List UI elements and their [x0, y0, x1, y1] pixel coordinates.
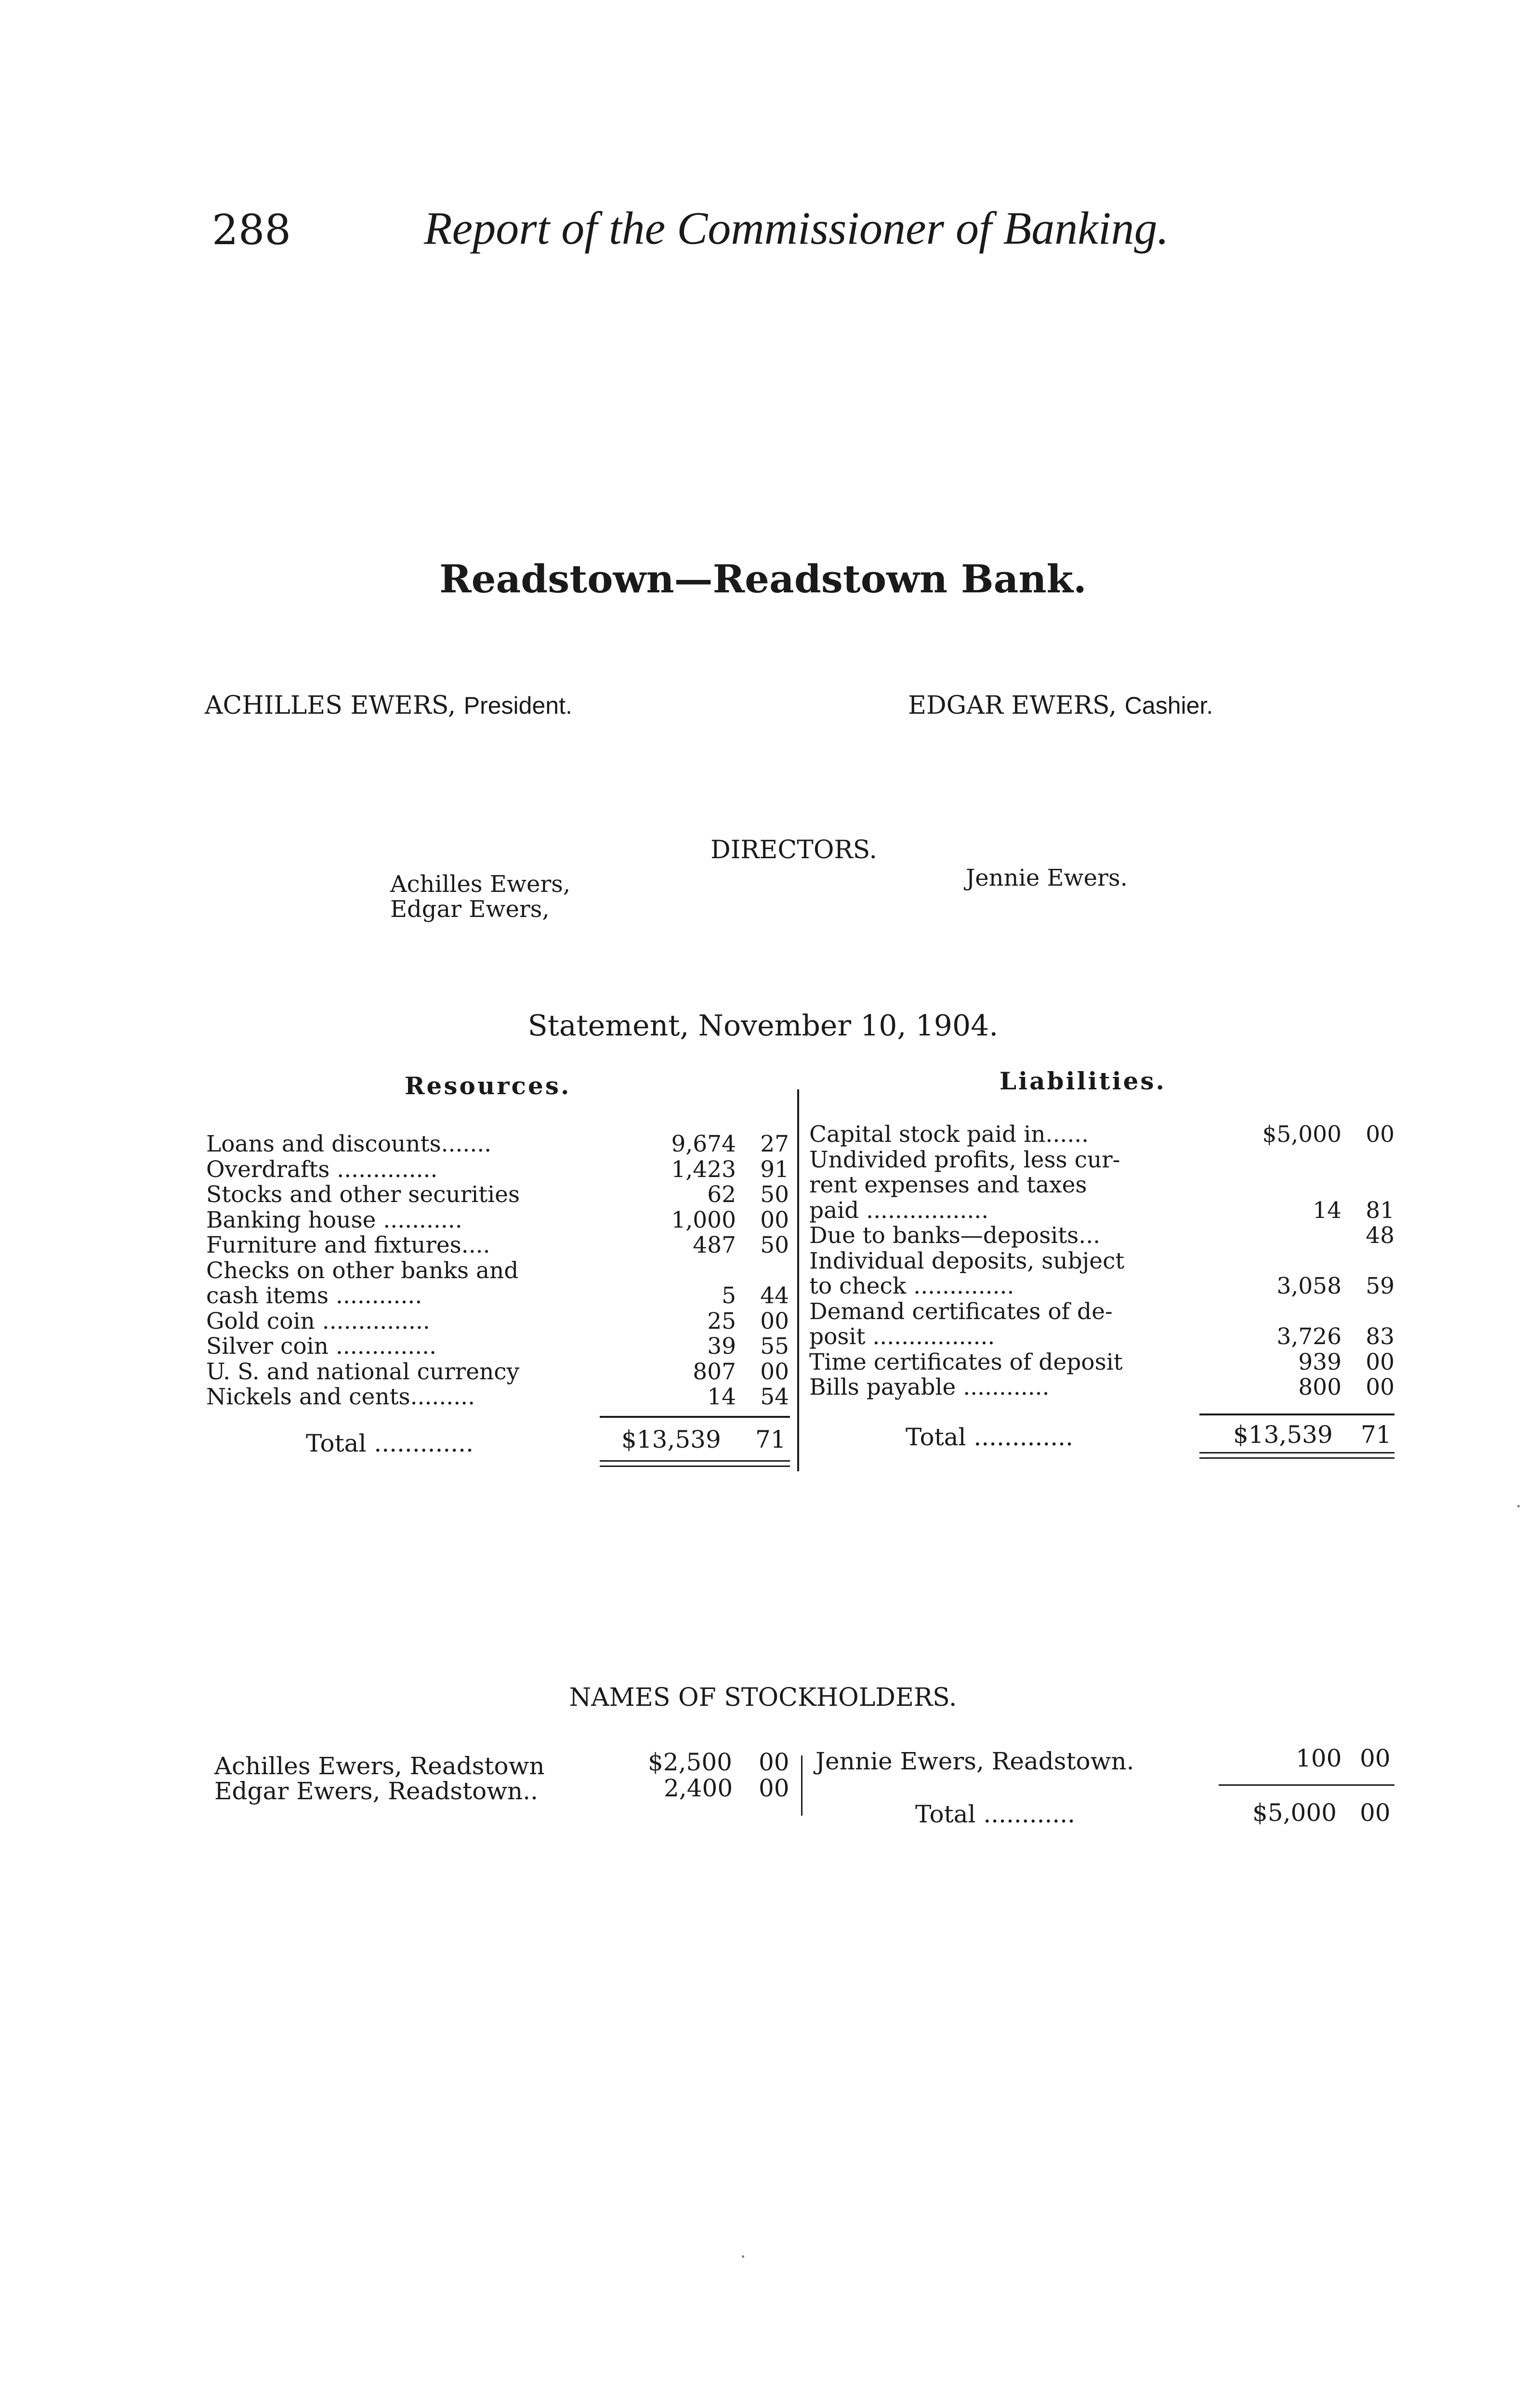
- row-label: Banking house ...........: [206, 1206, 462, 1233]
- resource-row: [206, 1258, 789, 1283]
- row-label: Individual deposits, subject: [809, 1247, 1125, 1274]
- liability-row: [809, 1350, 1394, 1375]
- resources-total-label: Total .............: [306, 1429, 474, 1457]
- row-cents: 44: [760, 1283, 789, 1309]
- row-cents: 48: [1366, 1222, 1394, 1249]
- row-cents: 00: [1366, 1121, 1394, 1148]
- liabilities-total-label: Total .............: [906, 1423, 1073, 1451]
- row-cents: 83: [1366, 1323, 1394, 1350]
- president-role: President.: [463, 692, 572, 719]
- row-dollars: 1,000: [671, 1206, 736, 1233]
- row-label: Stocks and other securities: [206, 1181, 520, 1208]
- page-number: 288: [212, 206, 291, 254]
- stockholder-name: Achilles Ewers, Readstown: [214, 1752, 545, 1780]
- stockholder-dollars: 100: [1296, 1744, 1342, 1772]
- statement-date: Statement, November 10, 1904.: [527, 1009, 999, 1043]
- stockholders-total-label: Total ............: [915, 1800, 1076, 1828]
- stockholder-cents: 00: [759, 1774, 789, 1802]
- resource-row: [206, 1157, 789, 1182]
- row-label: to check ..............: [809, 1273, 1014, 1299]
- row-cents: 27: [760, 1131, 789, 1157]
- liabilities-total-cents: 71: [1361, 1421, 1392, 1449]
- resource-row: [206, 1233, 789, 1258]
- resource-row: [206, 1283, 789, 1309]
- row-dollars: 1,423: [671, 1156, 736, 1183]
- cashier-name: EDGAR EWERS,: [908, 691, 1117, 720]
- row-cents: 81: [1366, 1197, 1394, 1224]
- stockholders-divider: [801, 1755, 802, 1816]
- row-cents: 00: [1366, 1374, 1394, 1400]
- liability-row: [809, 1249, 1394, 1274]
- liability-row: [809, 1198, 1394, 1223]
- resource-row: [206, 1334, 789, 1359]
- director-name: Achilles Ewers,: [390, 871, 571, 898]
- stockholders-total-dollars: $5,000: [1252, 1799, 1337, 1827]
- running-title: Report of the Commissioner of Banking.: [424, 202, 1169, 254]
- column-divider: [797, 1089, 799, 1471]
- stockholder-cents: 00: [1360, 1744, 1391, 1772]
- liabilities-total-rule: [1199, 1413, 1394, 1415]
- director-name: Jennie Ewers.: [966, 864, 1128, 891]
- row-label: U. S. and national currency: [206, 1358, 520, 1385]
- row-cents: 54: [760, 1384, 789, 1410]
- resources-total-double-rule: [600, 1460, 790, 1467]
- row-dollars: 487: [693, 1232, 736, 1258]
- cashier-role: Cashier.: [1124, 692, 1213, 719]
- row-label: Silver coin ..............: [206, 1333, 437, 1360]
- row-cents: 50: [760, 1181, 789, 1208]
- officer-president: [205, 691, 572, 720]
- president-name: ACHILLES EWERS,: [205, 691, 456, 720]
- liability-row: [809, 1148, 1394, 1173]
- liabilities-total-dollars: $13,539: [1233, 1421, 1333, 1449]
- row-label: rent expenses and taxes: [809, 1172, 1087, 1198]
- row-dollars: 39: [707, 1333, 736, 1360]
- directors-heading: DIRECTORS.: [710, 836, 877, 864]
- resources-total-rule: [600, 1416, 790, 1418]
- row-label: Demand certificates of de-: [809, 1298, 1113, 1325]
- stockholder-cents: 00: [759, 1748, 789, 1776]
- officer-cashier: [908, 691, 1213, 720]
- liability-row: [809, 1375, 1394, 1400]
- resources-heading: Resources.: [405, 1072, 571, 1100]
- resource-row: [206, 1132, 789, 1157]
- row-cents: 00: [1366, 1348, 1394, 1375]
- row-label: Capital stock paid in......: [809, 1121, 1089, 1148]
- row-label: Undivided profits, less cur-: [809, 1146, 1120, 1173]
- resource-row: [206, 1182, 789, 1207]
- liabilities-heading: Liabilities.: [1000, 1067, 1166, 1095]
- stockholder-name: Edgar Ewers, Readstown..: [214, 1777, 539, 1805]
- liability-row: [809, 1223, 1394, 1248]
- resource-row: [206, 1360, 789, 1385]
- resource-row: [206, 1208, 789, 1233]
- row-label: Checks on other banks and: [206, 1257, 519, 1284]
- row-label: Gold coin ...............: [206, 1308, 430, 1335]
- resources-total-dollars: $13,539: [621, 1426, 721, 1453]
- liability-row: [809, 1299, 1394, 1324]
- row-dollars: $5,000: [1262, 1121, 1342, 1148]
- row-label: Nickels and cents.........: [206, 1384, 475, 1410]
- row-dollars: 800: [1298, 1374, 1342, 1400]
- page-speck: [742, 2255, 744, 2258]
- row-label: paid .................: [809, 1197, 989, 1224]
- row-dollars: 14: [707, 1384, 736, 1410]
- row-dollars: 5: [722, 1283, 736, 1309]
- row-label: Loans and discounts.......: [206, 1131, 492, 1157]
- row-cents: 00: [760, 1308, 789, 1335]
- resources-total-cents: 71: [755, 1426, 786, 1453]
- row-cents: 55: [760, 1333, 789, 1360]
- row-label: Furniture and fixtures....: [206, 1232, 490, 1258]
- director-name: Edgar Ewers,: [390, 896, 550, 923]
- row-dollars: 939: [1298, 1348, 1342, 1375]
- row-dollars: 62: [707, 1181, 736, 1208]
- row-cents: 00: [760, 1206, 789, 1233]
- resource-row: [206, 1309, 789, 1334]
- row-label: posit .................: [809, 1323, 995, 1350]
- stockholder-dollars: $2,500: [648, 1748, 732, 1776]
- row-dollars: 14: [1313, 1197, 1342, 1224]
- stockholders-total-rule: [1219, 1784, 1394, 1786]
- row-label: Overdrafts ..............: [206, 1156, 438, 1183]
- row-label: Bills payable ............: [809, 1374, 1050, 1400]
- liability-row: [809, 1324, 1394, 1349]
- bank-title: Readstown—Readstown Bank.: [439, 556, 1087, 602]
- resource-row: [206, 1385, 789, 1410]
- row-cents: 00: [760, 1358, 789, 1385]
- row-cents: 50: [760, 1232, 789, 1258]
- row-cents: 59: [1366, 1273, 1394, 1299]
- row-label: Time certificates of deposit: [809, 1348, 1123, 1375]
- row-label: Due to banks—deposits...: [809, 1222, 1101, 1249]
- row-dollars: 25: [707, 1308, 736, 1335]
- row-dollars: 807: [693, 1358, 736, 1385]
- liability-row: [809, 1274, 1394, 1299]
- row-cents: 91: [760, 1156, 789, 1183]
- row-label: cash items ............: [206, 1283, 422, 1309]
- liability-row: [809, 1122, 1394, 1147]
- liability-row: [809, 1173, 1394, 1198]
- stockholder-dollars: 2,400: [664, 1774, 733, 1802]
- stockholder-name: Jennie Ewers, Readstown.: [816, 1747, 1134, 1775]
- stockholders-heading: NAMES OF STOCKHOLDERS.: [569, 1683, 957, 1712]
- row-dollars: 3,058: [1276, 1273, 1342, 1299]
- page-speck: [1517, 1505, 1520, 1507]
- stockholders-total-cents: 00: [1360, 1799, 1391, 1827]
- liabilities-total-double-rule: [1199, 1452, 1394, 1459]
- row-dollars: 9,674: [671, 1131, 736, 1157]
- row-dollars: 3,726: [1276, 1323, 1342, 1350]
